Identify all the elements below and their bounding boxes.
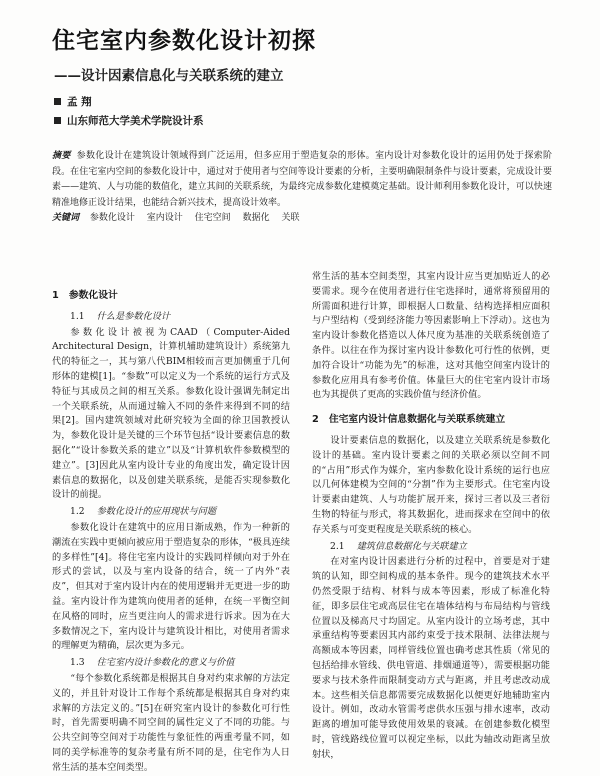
bullet-square-icon xyxy=(54,98,61,105)
subsection-number: 2.1 xyxy=(330,540,345,552)
keyword: 参数化设计 xyxy=(89,213,135,223)
abstract-text: 参数化设计在建筑设计领域得到广泛运用，但多应用于塑造复杂的形体。室内设计对参数化设计的运用仍处于探索阶段。在住宅室内空间的参数化设计中，通过对于使用者与空间等设计要素的分析，主要明确限制条件与设计要素，完成设计要素——建筑、人与功能的数值化，建立其间的关联系统，为最终完成参数化建模奠定基础。设计师利用参数化设计，可以快速精准地修正设计结果，也能结合新兴技术，提高设计效率。 xyxy=(52,151,552,208)
abstract xyxy=(52,149,552,211)
right-column xyxy=(312,270,550,760)
section-number: 2 xyxy=(312,414,319,426)
paragraph: 参数化设计在建筑中的应用日渐成熟，作为一种新的潮流在实践中更倾向被应用于塑造复杂的形体，“极具连续的多样性”[4]。将住宅室内设计的实践同样倾向对于外在形式的尝试，以及与室内设备的结合，统一了内外“表皮”，但其对于室内设计内在的使用逻辑并无更进一步的助益。室内设计作为建筑向使用者的延伸，在统一平衡空间在风格的同时，应当更注向人的需求进行诉求。因为在大多数情况之下，室内设计与建筑设计相比，对使用者需求的理解更为精确，层次更为多元。 xyxy=(52,521,290,652)
subsection-heading xyxy=(52,656,290,671)
author-line xyxy=(54,94,92,109)
paragraph: 常生活的基本空间类型，其室内设计应当更加贴近人的必要需求。现今在使用者进行住宅选择时，通常将预留用的所需面积进行计算，即根据人口数量、结构选择相应面积与户型结构（受到经济能力等因素影响上下浮动）。这也为室内设计参数化搭造以人体尺度为基准的关联系统创造了条件。以往在作为探讨室内设计参数化可行性的依例，更加符合设计“功能为先”的标准，这对其他空间室内设计的参数化应用具有参考价值。体量巨大的住宅室内设计市场也为其提供了更高的实践价值与经济价值。 xyxy=(312,271,550,401)
keywords-label: 关键词 xyxy=(52,213,80,223)
paragraph: 设计要素信息的数据化，以及建立关联系统是参数化设计的基础。室内设计要素之间的关联必须以空间不同的“占用”形式作为媒介，室内参数化设计系统的运行也应以几何体建模为空间的“分割”作为主要形式。住宅室内设计要素由建筑、人与功能扩展开来，探讨三者以及三者衍生物的特征与形式，将其数据化，进而探求在空间中的依存关系与可变更程度是关联系统的核心。 xyxy=(312,434,550,535)
page-title: 住宅室内参数化设计初探 xyxy=(52,28,316,54)
paragraph: 参数化设计被视为CAAD（Computer-Aided Architectural Design，计算机辅助建筑设计）系统第九代的特征之一，其与第八代BIM相较而言更加侧重于几何形体的建模[1]。“参数”可以定义为一个系统的运行方式及特征与其成员之间的相互关系。参数化设计强调先制定出一个关联系统，从而通过输入不同的条件来得到不同的结果[2]。国内建筑领域对此研究较为全面的徐卫国教授认为，参数化设计是关键的三个环节包括“设计要素信息的数据化”“设计参数关系的建立”以及“计算机软件参数模型的建立”。[3]因此从室内设计专业的角度出发，确定设计因素信息的数据化，以及创建关联系统，是能否实现参数化设计的前提。 xyxy=(52,326,290,501)
keyword: 室内设计 xyxy=(146,213,183,223)
paragraph: “每个参数化系统都是根据其自身对约束求解的方法定义的，并且针对设计工作每个系统都是根据其自身对约束求解的方法定义的。”[5]在研究室内设计的参数化可行性时，首先需要明确不同空间的属性定义了不同的功能。与公共空间等空间对于功能性与象征性的两重考量不同，如同的美学标准等的复杂考量有所不同的是，住宅作为人日常生活的基本空间类型。 xyxy=(52,672,290,773)
section-number: 1 xyxy=(52,290,59,301)
subsection-title: 什么是参数化设计 xyxy=(96,310,171,322)
subsection-number: 1.1 xyxy=(70,310,85,322)
keyword: 数据化 xyxy=(242,213,270,223)
page-subtitle: ——设计因素信息化与关联系统的建立 xyxy=(54,68,284,84)
section-heading xyxy=(52,289,290,304)
left-column xyxy=(52,283,290,773)
subsection-title: 住宅室内设计参数化的意义与价值 xyxy=(96,657,235,669)
author-affiliation: 山东师范大学美术学院设计系 xyxy=(67,115,204,127)
author-name: 孟 翔 xyxy=(67,96,92,108)
subsection-number: 1.3 xyxy=(70,657,85,669)
subsection-title: 建筑信息数据化与关联建立 xyxy=(356,540,467,552)
section-title: 住宅室内设计信息数据化与关联系统建立 xyxy=(328,414,506,426)
bullet-square-icon xyxy=(54,117,61,124)
subsection-number: 1.2 xyxy=(70,506,85,518)
affiliation-line xyxy=(54,113,204,128)
section-heading xyxy=(312,413,550,428)
subsection-heading xyxy=(52,310,290,325)
subsection-heading xyxy=(52,505,290,520)
subsection-heading xyxy=(312,540,550,555)
paragraph: 在对室内设计因素进行分析的过程中，首要是对于建筑的认知，即空间构成的基本条件。现今的建筑技术水平仍然受限于结构、材料与成本等因素，形成了标准化特征，即多层住宅或高层住宅在墙体结构与布局结构与管线位置以及梯高尺寸均固定。从室内设计的立场考虑，其中承重结构等要素因其内部约束受于技术限制、法律法规与高额成本等因素，同样管线位置也确考虑其性质（常见的包括给排水管线、供电管道、排烟通道等），需要根据功能要求与技术条件而限制变动方式与距离，并且考虑改动成本。这些相关信息都需要完成数据化以便更好地辅助室内设计。例如，改动水管需考虑供水压强与排水速率，改动距离的增加可能导致使用效果的衰减。在创建参数化模型时，管线路线位置可以视定坐标，以此为轴改动距离呈放射状， xyxy=(312,556,550,760)
section-title: 参数化设计 xyxy=(68,290,118,301)
keywords xyxy=(52,211,552,225)
keyword: 住宅空间 xyxy=(194,213,231,223)
abstract-label: 摘要 xyxy=(52,151,71,161)
keyword: 关联 xyxy=(281,213,300,223)
subsection-title: 参数化设计的应用现状与问题 xyxy=(96,506,217,518)
